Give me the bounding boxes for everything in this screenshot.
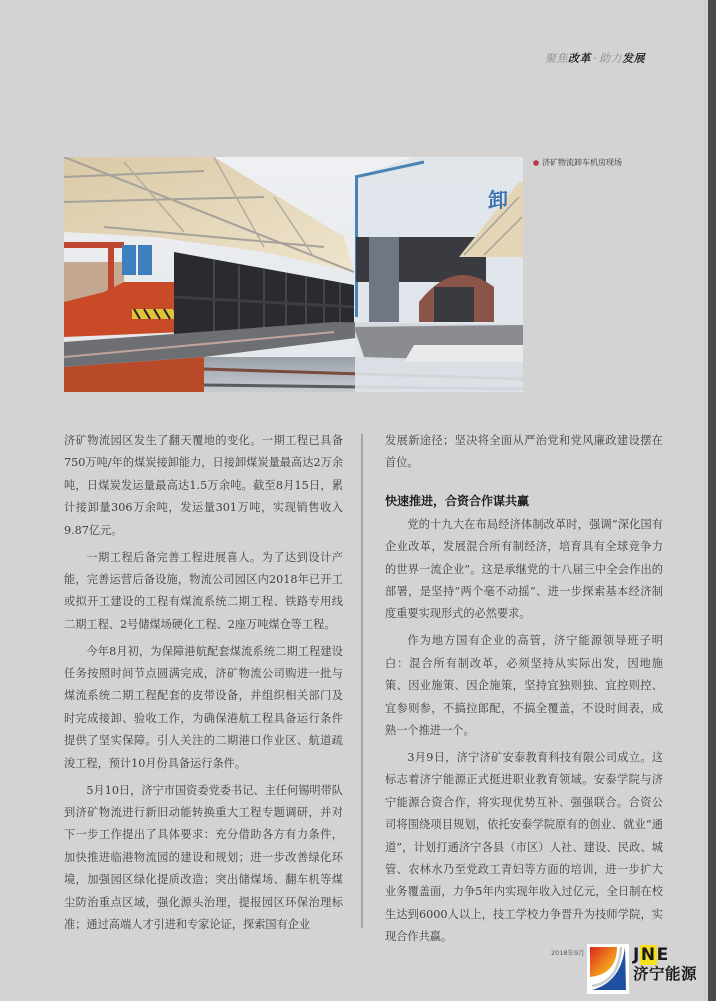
column-divider [361,434,363,928]
section-heading: 快速推进，合资合作谋共赢 [385,493,530,508]
right-lead-paragraph: 发展新途径；坚决将全面从严治党和党风廉政建设摆在首位。 [385,434,663,470]
logo-company-name: 济宁能源 [633,965,698,983]
right-paragraph-2: 作为地方国有企业的高管，济宁能源领导班子明白：混合所有制改革，必须坚持从实际出发，因地施策、因业施策、因企施策，坚持宜独则独、宜控则控、宜参则参，不搞拉郎配，不搞全覆盖，不设时间表，成熟一个推进一个。 [385,634,663,737]
running-head-part2-bold: 发展 [622,52,645,65]
caption-bullet-icon [533,160,539,166]
jne-logo [587,944,707,994]
rail-unloading-scene-illustration [64,157,523,392]
left-paragraph-3: 今年8月初，为保障港航配套煤流系统二期工程建设任务按照时间节点圆满完成，济矿物流公司购进一批与煤流系统二期工程配套的皮带设备，并组织相关部门及时完成接卸、验收工作，为确保港航工程具备运行条件提供了坚实保障。引人关注的二期港口作业区、航道疏浚工程，预计10月份具备运行条件。 [64,644,343,770]
page-edge-highlight [704,0,706,1001]
left-paragraph-4: 5月10日，济宁市国资委党委书记、主任何锡明带队到济矿物流进行新旧动能转换重大工程专题调研，并对下一步工作提出了具体要求：充分借助各方有力条件，加快推进临港物流园的建设和规划；进一步改善绿化环境，加强园区绿化提质改造；突出储煤场、翻车机等煤尘防治重点区域，强化源头治理，提报园区环保治理标准；通过高端人才引进和专家论证，探索国有企业 [64,783,343,932]
left-column [64,430,343,941]
right-paragraph-3: 3月9日，济宁济矿安泰教育科技有限公司成立。这标志着济宁能源正式挺进职业教育领域。安泰学院与济宁能源合资合作，将实现优势互补、强强联合。合资公司将围绕项目规划，依托安泰学院原有的创业、就业“通道”，计划打通济宁各县（市区）人社、建设、民政、城管、农林水乃至党政工青妇等方面的培训，进一步扩大业务覆盖面，力争5年内实现年收入过亿元，全日制在校生达到6000人以上，技工学校力争晋升为技师学院，实现合作共赢。 [385,750,663,944]
right-paragraph-1: 党的十九大在布局经济体制改革时，强调“深化国有企业改革，发展混合所有制经济，培育具有全球竞争力的世界一流企业”。这是承继党的十八届三中全会作出的部署，是坚持“两个毫不动摇”、进一步探索基本经济制度重要实现形式的必然要求。 [385,517,663,621]
logo-abbreviation: JNE [633,945,669,965]
article-photo [64,157,523,392]
running-head-part2-light: 助力 [599,52,622,65]
photo-caption-text: 济矿物流卸车机房现场 [542,158,622,167]
page-edge-shadow [708,0,716,1001]
photo-caption [533,157,622,168]
running-head-part1-light: 聚焦 [545,52,568,65]
left-paragraph-2: 一期工程后备完善工程进展喜人。为了达到设计产能，完善运营后备设施，物流公司园区内2018年已开工或拟开工建设的工程有煤流系统二期工程、铁路专用线二期工程、2号储煤场硬化工程、2座万吨煤仓等工程。 [64,550,343,631]
running-head [545,50,645,66]
running-head-separator: · [593,52,597,65]
issue-date: 2018年9月 [551,949,585,957]
running-head-part1-bold: 改革 [568,52,591,65]
jne-logo-mark-icon [587,944,629,994]
left-paragraph-1: 济矿物流园区发生了翻天覆地的变化。一期工程已具备750万吨/年的煤炭接卸能力，日接卸煤炭量最高达2万余吨，日煤炭发运量最高达1.5万余吨。截至8月15日，累计接卸量306万余吨，发运量301万吨，实现销售收入9.87亿元。 [64,434,343,537]
svg-text:卸: 卸 [488,188,508,212]
right-column [385,430,663,953]
